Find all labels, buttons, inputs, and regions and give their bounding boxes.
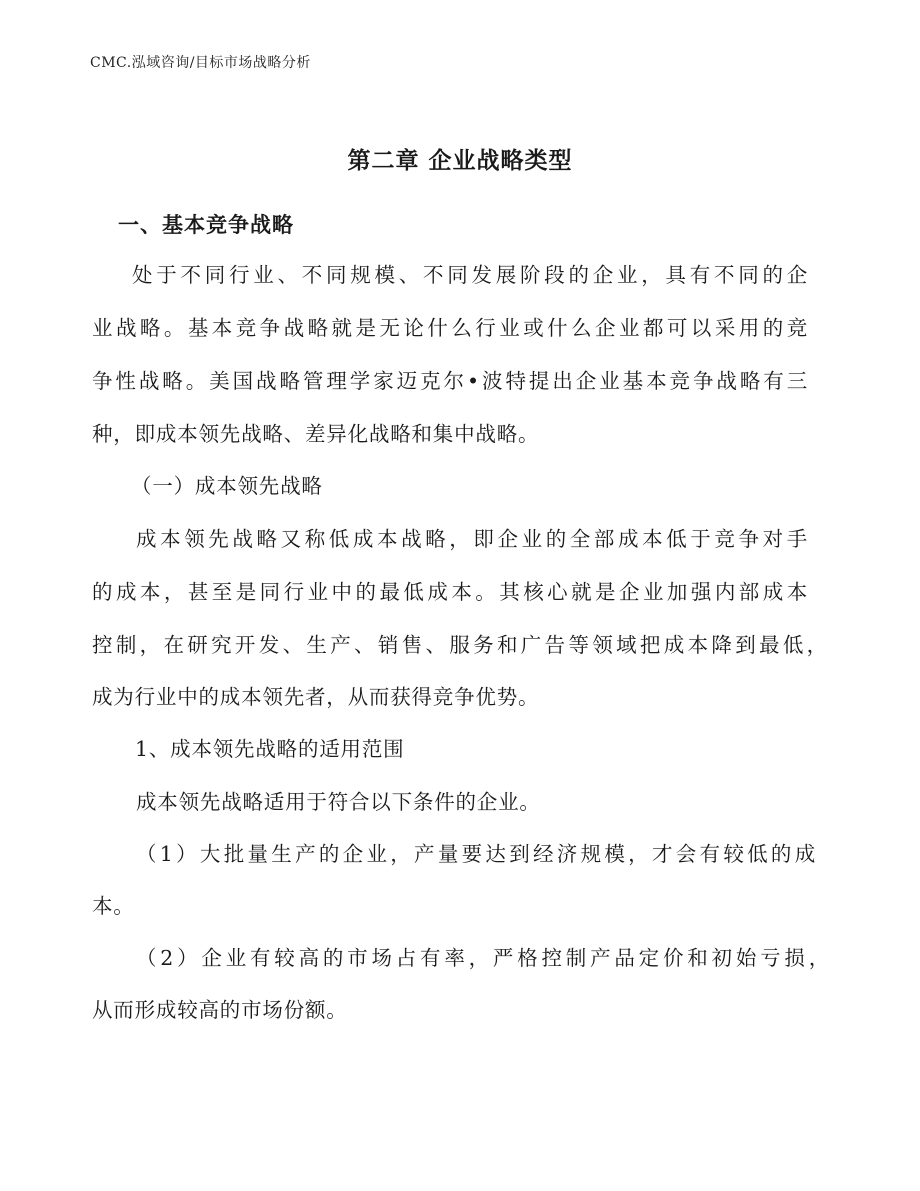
running-header: CMC.泓域咨询/目标市场战略分析	[90, 55, 311, 71]
paragraph-line: 业战略。基本竞争战略就是无论什么行业或什么企业都可以采用的竞	[92, 316, 808, 340]
paragraph-line: 种，即成本领先战略、差异化战略和集中战略。	[92, 422, 540, 446]
paragraph-line: 成本领先战略适用于符合以下条件的企业。	[136, 790, 541, 814]
paragraph-line: 处于不同行业、不同规模、不同发展阶段的企业，具有不同的企	[132, 263, 808, 287]
list-item-line: （1）大批量生产的企业，产量要达到经济规模，才会有较低的成	[136, 842, 816, 866]
list-item-line: （2）企业有较高的市场占有率，严格控制产品定价和初始亏损，	[136, 946, 830, 970]
paragraph-line: 成为行业中的成本领先者，从而获得竞争优势。	[92, 685, 540, 709]
section-heading: 一、基本竞争战略	[118, 213, 294, 237]
subsection-heading: （一）成本领先战略	[131, 474, 323, 498]
list-item-line: 从而形成较高的市场份额。	[92, 998, 348, 1022]
paragraph-line: 争性战略。美国战略管理学家迈克尔•波特提出企业基本竞争战略有三	[92, 369, 808, 393]
list-item-line: 本。	[92, 894, 135, 918]
paragraph-line: 的成本，甚至是同行业中的最低成本。其核心就是企业加强内部成本	[92, 580, 808, 604]
item-heading: 1、成本领先战略的适用范围	[135, 737, 405, 761]
paragraph-line: 控制，在研究开发、生产、销售、服务和广告等领域把成本降到最低，	[92, 633, 828, 657]
chapter-title: 第二章 企业战略类型	[347, 148, 573, 174]
paragraph-line: 成本领先战略又称低成本战略，即企业的全部成本低于竞争对手	[136, 527, 808, 551]
